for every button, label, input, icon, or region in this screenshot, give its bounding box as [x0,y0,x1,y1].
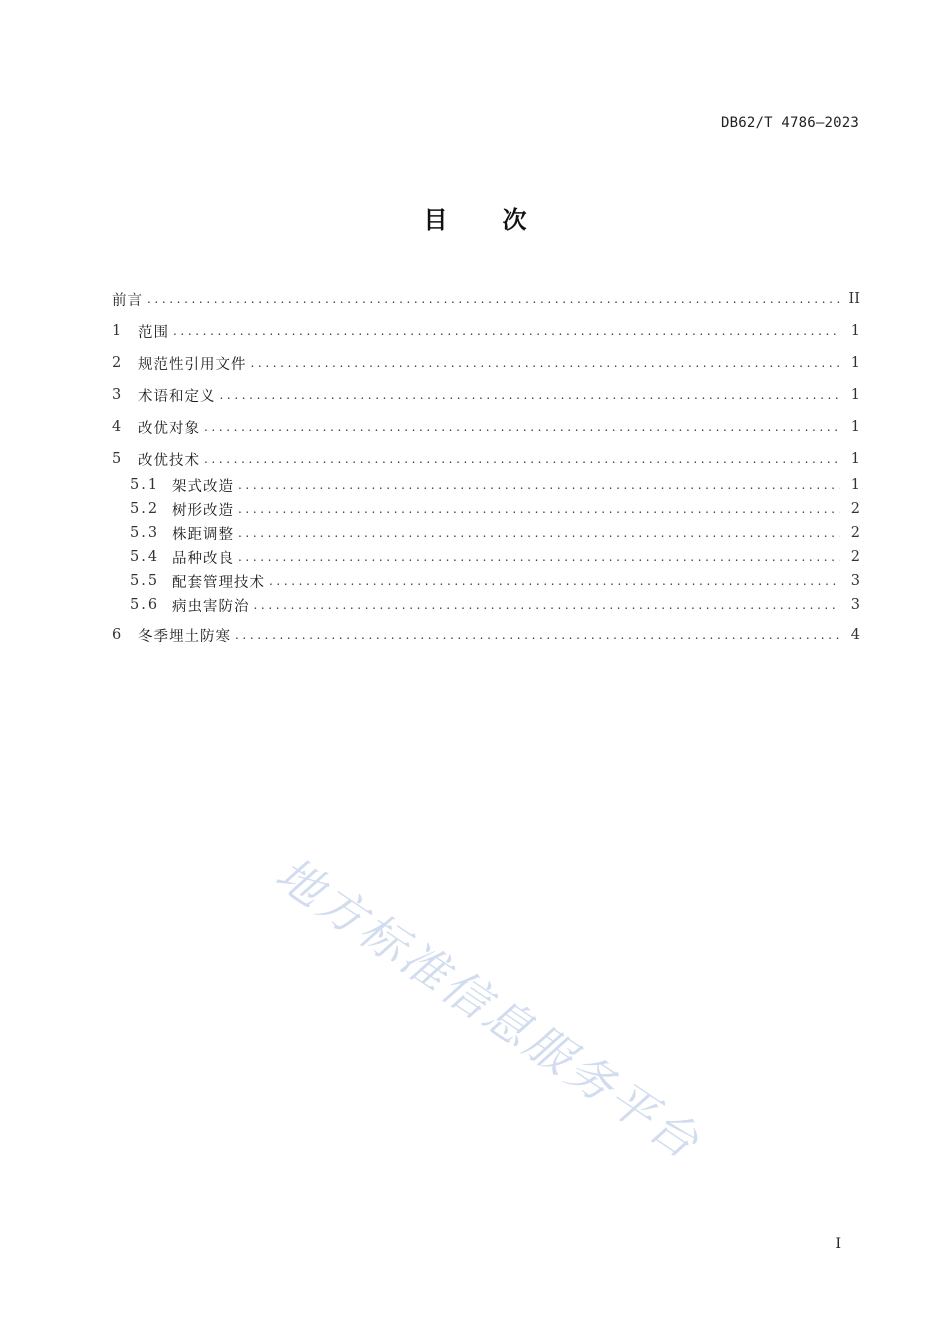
toc-entry-terms-definitions[interactable] [112,384,860,406]
toc-entry-label: 株距调整 [172,526,234,543]
toc-leader-dots [269,570,840,592]
toc-entry-pest-control[interactable] [130,594,860,616]
toc-leader-dots [238,546,840,568]
toc-entry-normative-references[interactable] [112,352,860,374]
toc-entry-page: 3 [850,597,860,613]
toc-title-char-2: 次 [502,206,527,234]
toc-entry-label: 品种改良 [172,550,234,567]
toc-entry-page: II [848,291,860,307]
footer-page-number: I [835,1236,841,1252]
toc-leader-dots [204,448,840,470]
toc-entry-number: 5.2 [130,501,160,517]
toc-leader-dots [220,384,841,406]
toc-entry-number: 5.1 [130,477,160,493]
toc-entry-trellis-transformation[interactable] [130,474,860,496]
toc-entry-scope[interactable] [112,320,860,342]
toc-entry-supporting-management[interactable] [130,570,860,592]
toc-entry-page: 2 [850,549,860,565]
toc-entry-number: 2 [112,355,124,371]
toc-entry-label: 冬季埋土防寒 [138,628,231,645]
toc-entry-foreword[interactable] [112,288,860,310]
toc-leader-dots [173,320,840,342]
toc-entry-page: 1 [850,355,860,371]
standard-code: DB62/T 4786—2023 [720,115,859,131]
toc-entry-label: 规范性引用文件 [138,356,247,373]
toc-title [0,200,950,235]
toc-entry-page: 1 [850,387,860,403]
toc-entry-page: 1 [850,451,860,467]
toc-entry-tree-shape-transformation[interactable] [130,498,860,520]
toc-leader-dots [147,288,840,310]
toc-entry-number: 1 [112,323,124,339]
toc-entry-page: 3 [850,573,860,589]
toc-entry-number: 5.5 [130,573,160,589]
toc-entry-label: 树形改造 [172,502,234,519]
toc-entry-improvement-techniques[interactable] [112,448,860,470]
toc-entry-improvement-objects[interactable] [112,416,860,438]
toc-entry-number: 5.4 [130,549,160,565]
toc-entry-label: 改优技术 [138,452,200,469]
toc-entry-page: 1 [850,419,860,435]
toc-entry-page: 1 [850,323,860,339]
toc-entry-number: 3 [112,387,124,403]
toc-entry-number: 5 [112,451,124,467]
toc-entry-label: 前言 [112,292,143,309]
toc-entry-winter-soil-burial[interactable] [112,624,860,646]
toc-leader-dots [238,522,840,544]
toc-entry-page: 4 [850,627,860,643]
toc-entry-page: 2 [850,525,860,541]
watermark: 地方标准信息服务平台 [266,846,711,1171]
toc-entry-label: 范围 [138,324,169,341]
toc-leader-dots [204,416,840,438]
toc-entry-label: 病虫害防治 [172,598,250,615]
toc-entry-label: 配套管理技术 [172,574,265,591]
toc-entry-number: 4 [112,419,124,435]
toc-leader-dots [251,352,841,374]
toc-entry-number: 5.3 [130,525,160,541]
toc-leader-dots [238,474,840,496]
toc-title-char-1: 目 [423,206,448,234]
toc-leader-dots [238,498,840,520]
toc-entry-label: 改优对象 [138,420,200,437]
toc-entry-page: 1 [850,477,860,493]
toc-entry-label: 术语和定义 [138,388,216,405]
toc-entry-number: 6 [112,627,124,643]
toc-entry-label: 架式改造 [172,478,234,495]
toc-entry-variety-improvement[interactable] [130,546,860,568]
toc-leader-dots [254,594,841,616]
toc-entry-plant-spacing-adjustment[interactable] [130,522,860,544]
toc-entry-page: 2 [850,501,860,517]
toc-leader-dots [235,624,840,646]
toc-entry-number: 5.6 [130,597,160,613]
